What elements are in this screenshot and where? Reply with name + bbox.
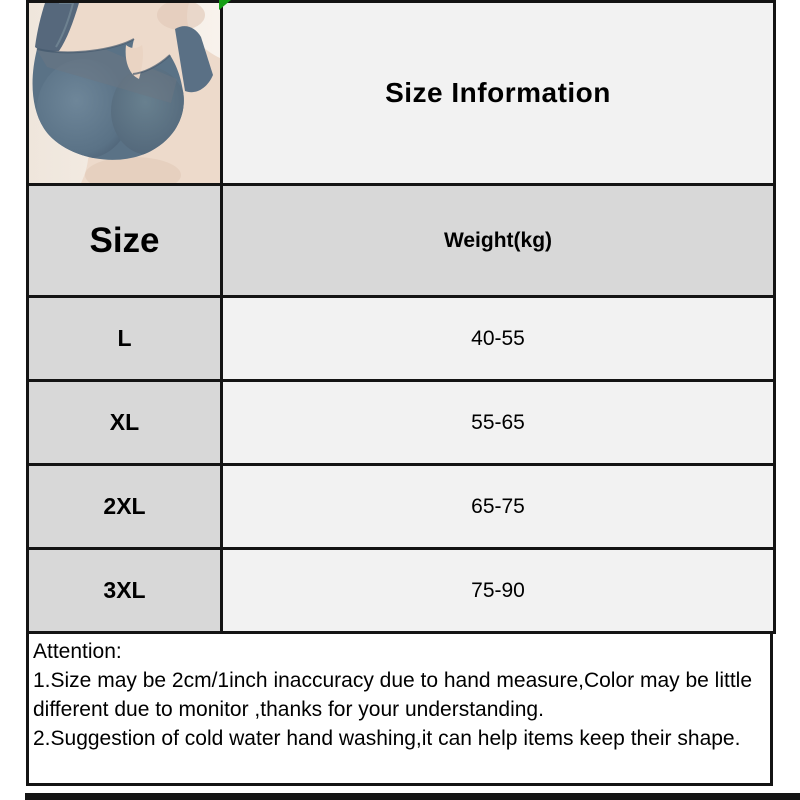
header-image-row bbox=[28, 2, 775, 185]
attention-note-2: 2.Suggestion of cold water hand washing,it can help items keep their shape. bbox=[33, 727, 741, 750]
page-title: Size Information bbox=[385, 77, 611, 108]
size-label: 2XL bbox=[28, 465, 222, 549]
attention-label: Attention: bbox=[33, 640, 122, 663]
size-label: 3XL bbox=[28, 549, 222, 633]
green-corner-marker-icon bbox=[219, 0, 231, 10]
column-header-size: Size bbox=[28, 185, 222, 297]
table-container bbox=[26, 0, 773, 786]
column-header-weight: Weight(kg) bbox=[222, 185, 775, 297]
table-row bbox=[28, 549, 775, 633]
table-row bbox=[28, 297, 775, 381]
size-label: L bbox=[28, 297, 222, 381]
size-information-title-cell bbox=[222, 2, 775, 185]
weight-value: 40-55 bbox=[222, 297, 775, 381]
table-row bbox=[28, 465, 775, 549]
attention-note bbox=[26, 634, 773, 786]
attention-note-1: 1.Size may be 2cm/1inch inaccuracy due to hand measure,Color may be little different due to monitor ,thanks for your understanding. bbox=[33, 669, 753, 721]
product-photo bbox=[29, 3, 220, 183]
table-row bbox=[28, 381, 775, 465]
size-label: XL bbox=[28, 381, 222, 465]
column-header-row bbox=[28, 185, 775, 297]
bottom-border-bar bbox=[25, 793, 800, 800]
weight-value: 75-90 bbox=[222, 549, 775, 633]
product-photo-cell bbox=[28, 2, 222, 185]
weight-value: 65-75 bbox=[222, 465, 775, 549]
size-table bbox=[26, 0, 776, 634]
weight-value: 55-65 bbox=[222, 381, 775, 465]
